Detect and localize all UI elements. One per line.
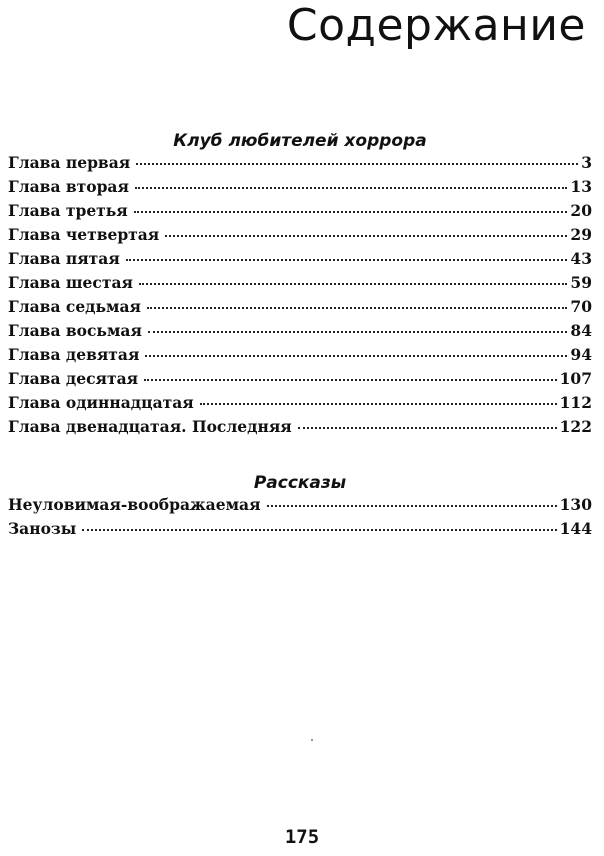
toc-entry-page: 107: [559, 369, 592, 388]
dot-leader: [135, 187, 567, 189]
toc-entry[interactable]: [8, 201, 592, 225]
dot-leader: [200, 403, 557, 405]
toc-entry-page: 20: [570, 201, 592, 220]
dot-leader: [139, 283, 567, 285]
dot-leader: [165, 235, 567, 237]
toc-entry-title: Глава восьмая: [8, 321, 142, 340]
toc-entry-page: 122: [559, 417, 592, 436]
toc-entry[interactable]: [8, 369, 592, 393]
toc-entry[interactable]: [8, 273, 592, 297]
toc-entry-page: 94: [570, 345, 592, 364]
toc-section-stories: [8, 471, 592, 543]
page-number: 175: [284, 826, 320, 848]
toc-entry-page: 3: [581, 153, 592, 172]
toc-entry-page: 84: [570, 321, 592, 340]
toc-entry[interactable]: [8, 249, 592, 273]
dot-leader: [145, 355, 567, 357]
toc-entry[interactable]: [8, 321, 592, 345]
toc-entry[interactable]: [8, 495, 592, 519]
toc-entry-page: 112: [559, 393, 592, 412]
dot-leader: [144, 379, 557, 381]
toc-entry-title: Глава десятая: [8, 369, 139, 388]
toc-entry[interactable]: [8, 177, 592, 201]
dot-leader: [148, 331, 568, 333]
toc-entry[interactable]: [8, 519, 592, 543]
dot-leader: [298, 427, 557, 429]
dot-leader: [136, 163, 578, 165]
print-speck: [311, 739, 313, 741]
toc-entry-page: 70: [570, 297, 592, 316]
toc-entry-page: 13: [570, 177, 592, 196]
dot-leader: [126, 259, 568, 261]
toc-entry-title: Глава третья: [8, 201, 128, 220]
toc-entry-title: Глава одиннадцатая: [8, 393, 194, 412]
toc-entry-page: 130: [559, 495, 592, 514]
page-title: Содержание: [286, 0, 586, 51]
toc-entry-title: Неуловимая-воображаемая: [8, 495, 261, 514]
dot-leader: [82, 529, 556, 531]
toc-entry-title: Глава двенадцатая. Последняя: [8, 417, 292, 436]
section-heading: Клуб любителей хоррора: [173, 131, 427, 151]
toc-entry-title: Глава четвертая: [8, 225, 160, 244]
toc-list: [8, 153, 592, 441]
toc-entry[interactable]: [8, 345, 592, 369]
toc-entry-title: Глава первая: [8, 153, 131, 172]
toc-entry-page: 59: [570, 273, 592, 292]
toc-entry[interactable]: [8, 153, 592, 177]
toc-entry-title: Глава седьмая: [8, 297, 141, 316]
toc-entry[interactable]: [8, 417, 592, 441]
dot-leader: [267, 505, 557, 507]
toc-entry-title: Глава шестая: [8, 273, 133, 292]
toc-list: [8, 495, 592, 543]
toc-entry-title: Глава вторая: [8, 177, 129, 196]
dot-leader: [147, 307, 567, 309]
toc-entry-title: Занозы: [8, 519, 77, 538]
dot-leader: [134, 211, 568, 213]
toc-entry-title: Глава девятая: [8, 345, 140, 364]
toc-entry-page: 29: [570, 225, 592, 244]
toc-entry-page: 43: [570, 249, 592, 268]
toc-entry[interactable]: [8, 297, 592, 321]
toc-entry[interactable]: [8, 393, 592, 417]
section-heading: Рассказы: [253, 473, 347, 493]
toc-entry-title: Глава пятая: [8, 249, 120, 268]
toc-section-horror-club: [8, 129, 592, 441]
toc-entry-page: 144: [559, 519, 592, 538]
toc-entry[interactable]: [8, 225, 592, 249]
